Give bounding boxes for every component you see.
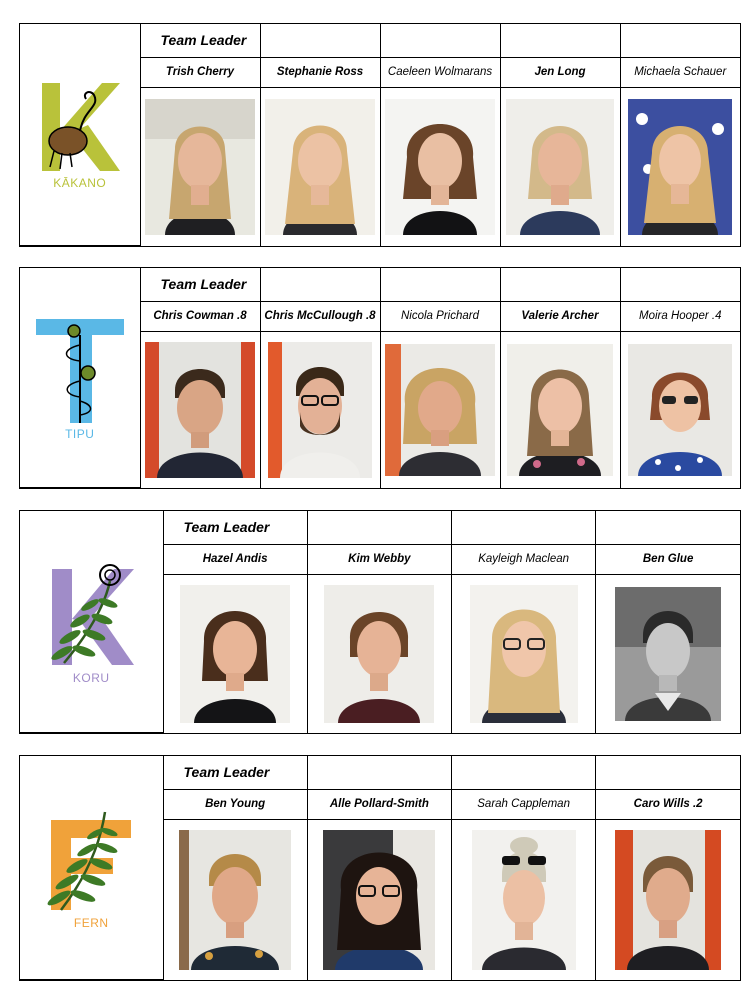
member-name: Ben Glue	[596, 544, 740, 574]
member-photo	[615, 587, 721, 721]
member-name: Chris McCullough .8	[260, 301, 380, 331]
member-photo-cell	[500, 331, 620, 488]
member-name: Trish Cherry	[140, 57, 260, 87]
member-photo-cell	[307, 819, 451, 980]
member-photo-cell	[163, 819, 307, 980]
team-logo-cell	[20, 268, 140, 488]
team-table-tipu	[19, 267, 741, 489]
member-photo-cell	[140, 87, 260, 246]
member-photo	[385, 344, 495, 476]
member-name: Kim Webby	[307, 544, 451, 574]
member-photo	[179, 830, 291, 970]
member-photo	[628, 99, 732, 235]
member-photo	[628, 344, 732, 476]
member-photo-cell	[163, 574, 307, 733]
member-photo-cell	[452, 819, 596, 980]
member-photo-cell	[500, 87, 620, 246]
member-name: Nicola Prichard	[380, 301, 500, 331]
member-name: Moira Hooper .4	[620, 301, 740, 331]
team-leader-label: Team Leader	[163, 756, 307, 789]
member-photo	[268, 342, 372, 478]
member-photo	[324, 585, 434, 723]
member-photo	[507, 344, 613, 476]
member-photo	[145, 99, 255, 235]
koru-logo	[44, 559, 138, 669]
member-photo-cell	[380, 331, 500, 488]
member-photo	[470, 585, 578, 723]
member-photo	[472, 830, 576, 970]
member-photo	[323, 830, 435, 970]
team-name: KORU	[72, 670, 110, 685]
member-photo	[145, 342, 255, 478]
tipu-logo	[32, 315, 128, 425]
team-leader-label: Team Leader	[140, 24, 260, 57]
member-name: Chris Cowman .8	[140, 301, 260, 331]
member-photo-cell	[596, 574, 740, 733]
member-photo-cell	[596, 819, 740, 980]
member-photo	[265, 99, 375, 235]
member-photo-cell	[620, 331, 740, 488]
team-logo-cell	[20, 24, 140, 246]
team-leader-label: Team Leader	[140, 268, 260, 301]
member-photo-cell	[260, 331, 380, 488]
member-photo-cell	[620, 87, 740, 246]
member-photo-cell	[260, 87, 380, 246]
member-name: Ben Young	[163, 789, 307, 819]
member-photo	[385, 99, 495, 235]
member-photo-cell	[380, 87, 500, 246]
member-name: Kayleigh Maclean	[452, 544, 596, 574]
member-name: Sarah Cappleman	[452, 789, 596, 819]
team-leader-label: Team Leader	[163, 511, 307, 544]
member-photo-cell	[452, 574, 596, 733]
member-name: Jen Long	[500, 57, 620, 87]
member-name: Stephanie Ross	[260, 57, 380, 87]
member-name: Valerie Archer	[500, 301, 620, 331]
member-photo-cell	[140, 331, 260, 488]
team-logo-cell	[20, 511, 163, 733]
team-name: KĀKANO	[53, 176, 107, 190]
member-name: Caeleen Wolmarans	[380, 57, 500, 87]
team-name: TIPU	[65, 426, 95, 441]
team-name: FERN	[73, 915, 109, 930]
member-photo-cell	[307, 574, 451, 733]
team-table-kakano	[19, 23, 741, 247]
kakano-logo	[40, 79, 120, 174]
team-logo-cell	[20, 756, 163, 980]
member-name: Hazel Andis	[163, 544, 307, 574]
member-photo	[506, 99, 614, 235]
member-name: Caro Wills .2	[596, 789, 740, 819]
team-table-fern	[19, 755, 741, 981]
fern-logo	[43, 806, 139, 914]
member-photo	[615, 830, 721, 970]
team-table-koru	[19, 510, 741, 734]
member-photo	[180, 585, 290, 723]
member-name: Alle Pollard-Smith	[307, 789, 451, 819]
member-name: Michaela Schauer	[620, 57, 740, 87]
